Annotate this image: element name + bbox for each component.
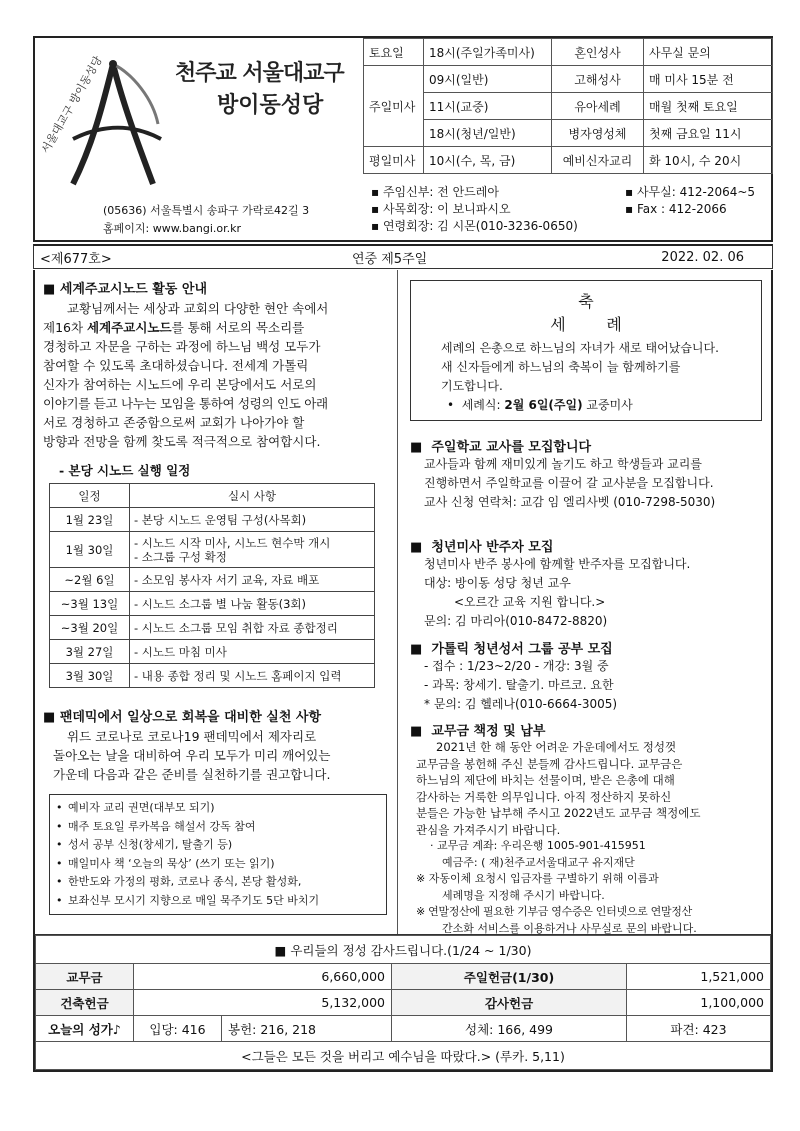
schedule-cell: 혼인성사 [552,39,644,66]
office-phone: ▪ 사무실: 412-2064~5 [625,185,756,199]
schedule-cell: 주일미사 [364,66,424,147]
synod-date: 3월 30일 [50,664,130,688]
baptism-heading-2: 세 례 [550,315,622,334]
parish-address: (05636) 서울특별시 송파구 가락로42길 3 [103,204,310,217]
offering-thanks [33,934,773,1072]
practice-item: • 매일미사 책 ‘오늘의 묵상’ (쓰기 또는 읽기) [56,855,380,874]
synod-item: - 내용 종합 정리 및 시노드 홈페이지 입력 [130,664,375,688]
bible-text: - 접수 : 1/23~2/20 - 개강: 3월 중 [424,659,609,673]
church-dues-title: ■ 교무금 책정 및 납부 [410,724,546,739]
hymn-recessional: 파견: 423 [627,1016,771,1042]
schedule-cell: 18시(주일가족미사) [424,39,552,66]
practice-item: • 성서 공부 신청(창세기, 탈출기 등) [56,836,380,855]
sunday-school-section [410,436,770,512]
schedule-cell: 예비신자교리 [552,147,644,174]
logo-arc-text: 서울대교구 방이동성당 [38,53,105,156]
offering-label: 주일헌금(1/30) [392,964,627,990]
dues-note: ※ 연말정산에 필요한 기부금 영수증은 인터넷으로 연말정산 [416,905,692,918]
schedule-cell: 매월 첫째 토요일 [644,93,773,120]
offering-amount: 1,521,000 [627,964,771,990]
synod-col-date: 일정 [50,484,130,508]
issue-number: <제677호> [40,251,112,267]
youth-contact: 문의: 김 마리아(010-8472-8820) [424,614,608,628]
synod-item: - 시노드 시작 미사, 시노드 현수막 개시 - 소그룹 구성 확정 [130,532,375,568]
synod-schedule-table [49,483,375,688]
dues-note: ※ 자동이체 요청시 입금자를 구별하기 위해 이름과 [416,872,659,885]
dues-text: 분들은 가능한 납부해 주시고 2022년도 교무금 책정에도 [416,806,701,820]
synod-date: ~3월 13일 [50,592,130,616]
synod-text: 방향과 전망을 함께 찾도록 적극적으로 참여합시다. [43,434,321,449]
schedule-cell: 병자영성체 [552,120,644,147]
bible-text: - 과목: 창세기. 탈출기. 마르코. 요한 [424,678,614,692]
schedule-cell: 10시(수, 목, 금) [424,147,552,174]
pandemic-practice-list [49,794,387,915]
practice-item: • 예비자 교리 권면(대부모 되기) [56,799,380,818]
synod-item: - 소모임 봉사자 서기 교육, 자료 배포 [130,568,375,592]
schedule-cell: 11시(교중) [424,93,552,120]
youth-organist-section [410,536,770,631]
hymn-entrance: 입당: 416 [134,1016,222,1042]
bible-study-section [410,638,770,714]
schedule-cell: 유아세례 [552,93,644,120]
synod-item: - 시노드 소그룹 별 나눔 활동(3회) [130,592,375,616]
synod-title: ■ 세계주교시노드 활동 안내 [43,282,208,297]
baptism-box [410,280,762,421]
synod-date: ~3월 20일 [50,616,130,640]
schedule-cell: 토요일 [364,39,424,66]
synod-date: 1월 23일 [50,508,130,532]
hymn-offertory: 봉헌: 216, 218 [222,1016,392,1042]
parish-logo-area [35,38,363,242]
dues-text: 하느님의 제단에 바치는 선물이며, 받은 은총에 대해 [416,773,675,787]
pandemic-title: ■ 팬데믹에서 일상으로 회복을 대비한 실천 사항 [43,710,322,725]
schedule-cell: 매 미사 15분 전 [644,66,773,93]
offering-amount: 1,100,000 [627,990,771,1016]
youth-text: <오르간 교육 지원 합니다.> [454,595,606,609]
dues-account: · 교무금 계좌: 우리은행 1005-901-415951 [430,839,646,852]
dues-account-holder: 예금주: ( 재)천주교서울대교구 유지재단 [442,855,635,869]
issue-bar [33,244,773,269]
youth-organist-title: ■ 청년미사 반주자 모집 [410,540,554,555]
gospel-quote: <그들은 모든 것을 버리고 예수님을 따랐다.> (루카. 5,11) [36,1042,771,1070]
baptism-text: 새 신자들에게 하느님의 축복이 늘 함께하기를 [441,360,681,374]
synod-text: 이야기를 듣고 나누는 모임을 통하여 성령의 인도 아래 [43,396,328,411]
offering-table [35,935,771,1070]
synod-date: ~2월 6일 [50,568,130,592]
parish-name: 방이동성당 [217,93,324,118]
hymn-communion: 성체: 166, 499 [392,1016,627,1042]
schedule-cell: 18시(청년/일반) [424,120,552,147]
baptism-text: 기도합니다. [441,379,503,393]
staff-list [371,184,578,235]
right-column [398,270,773,934]
issue-date: 2022. 02. 06 [661,249,744,265]
synod-text: 제16차 세계주교시노드를 통해 서로의 목소리를 [43,320,305,335]
synod-item: - 시노드 마침 미사 [130,640,375,664]
offering-amount: 6,660,000 [134,964,392,990]
liturgical-week: 연중 제5주일 [352,251,428,267]
dues-text: 관심을 가져주시기 바랍니다. [416,822,561,837]
offering-label: 건축헌금 [36,990,134,1016]
offering-amount: 5,132,000 [134,990,392,1016]
bible-study-title: ■ 가톨릭 청년성서 그룹 공부 모집 [410,642,613,657]
synod-text: 참여할 수 있도록 초대하셨습니다. 전세계 가톨릭 [43,358,309,373]
staff-item: ▪ 주임신부: 전 안드레아 [371,185,499,199]
staff-item: ▪ 사목회장: 이 보니파시오 [371,202,511,216]
sunday-school-contact: 교사 신청 연락처: 교감 임 엘리사벳 (010-7298-5030) [424,495,716,509]
practice-item: • 매주 토요일 루카복음 해설서 강독 참여 [56,818,380,837]
sunday-school-text: 교사들과 함께 재미있게 놀기도 하고 학생들과 교리를 [424,457,702,471]
synod-col-item: 실시 사항 [130,484,375,508]
pandemic-text: 가운데 다음과 같은 준비를 실천하기를 권고합니다. [53,767,331,782]
hymn-label: 오늘의 성가♪ [36,1016,134,1042]
sunday-school-text: 진행하면서 주일학교를 이끌어 갈 교사분을 모집합니다. [424,476,714,490]
dues-text: 2021년 한 해 동안 어려운 가운데에서도 정성껏 [436,740,677,754]
pandemic-text: 돌아오는 날을 대비하여 우리 모두가 미리 깨어있는 [53,748,331,763]
youth-text: 대상: 방이동 성당 청년 교우 [424,576,571,590]
mass-schedule-table [363,38,773,174]
parish-homepage: 홈페이지: www.bangi.or.kr [103,222,242,235]
parish-title: 천주교 서울대교구 [175,61,344,86]
offering-label: 교무금 [36,964,134,990]
youth-text: 청년미사 반주 봉사에 함께할 반주자를 모집합니다. [424,557,691,571]
synod-text: 교황님께서는 세상과 교회의 다양한 현안 속에서 [67,301,329,316]
office-fax: ▪ Fax : 412-2066 [625,202,727,216]
synod-text: 서로 경청하고 존중함으로써 교회가 나아가야 할 [43,415,305,430]
dues-note: 세례명을 지정해 주시기 바랍니다. [442,888,605,902]
synod-date: 1월 30일 [50,532,130,568]
practice-item: • 한반도와 가정의 평화, 코로나 종식, 본당 활성화, [56,873,380,892]
baptism-text: 세례의 은총으로 하느님의 자녀가 새로 태어났습니다. [441,341,719,355]
schedule-cell: 고해성사 [552,66,644,93]
synod-text: 경청하고 자문을 구하는 과정에 하느님 백성 모두가 [43,339,321,354]
synod-section [43,278,395,688]
office-contact [625,184,755,218]
bible-contact: * 문의: 김 헬레나(010-6664-3005) [424,697,618,711]
practice-item: • 보좌신부 모시기 지향으로 매일 묵주기도 5단 바치기 [56,892,380,911]
synod-schedule-subtitle: - 본당 시노드 실행 일정 [59,463,191,478]
left-column [33,270,398,934]
synod-item: - 시노드 소그룹 모임 취합 자료 종합정리 [130,616,375,640]
baptism-rite: • 세례식: 2월 6일(주일) 교중미사 [447,398,633,412]
schedule-cell: 평일미사 [364,147,424,174]
baptism-heading-1: 축 [578,292,594,311]
synod-item: - 본당 시노드 운영팀 구성(사목회) [130,508,375,532]
schedule-cell: 09시(일반) [424,66,552,93]
dues-note: 간소화 서비스를 이용하거나 사무실로 문의 바랍니다. [442,921,697,935]
schedule-cell: 화 10시, 수 20시 [644,147,773,174]
offering-label: 감사헌금 [392,990,627,1016]
church-dues-section [410,720,772,937]
schedule-cell: 첫째 금요일 11시 [644,120,773,147]
dues-text: 교무금을 봉헌해 주신 분들께 감사드립니다. 교무금은 [416,756,683,771]
pandemic-text: 위드 코로나로 코로나19 팬데믹에서 제자리로 [67,729,317,744]
pandemic-section [43,706,395,915]
synod-text: 신자가 참여하는 시노드에 우리 본당에서도 서로의 [43,377,317,392]
staff-item: ▪ 연령회장: 김 시몬(010-3236-0650) [371,219,578,233]
bulletin-header [33,36,773,242]
synod-date: 3월 27일 [50,640,130,664]
dues-text: 감사하는 거룩한 의무입니다. 아직 정산하지 못하신 [416,789,672,804]
thanks-title: ■ 우리들의 정성 감사드립니다.(1/24 ~ 1/30) [36,936,771,964]
schedule-cell: 사무실 문의 [644,39,773,66]
sunday-school-title: ■ 주일학교 교사를 모집합니다 [410,440,592,455]
